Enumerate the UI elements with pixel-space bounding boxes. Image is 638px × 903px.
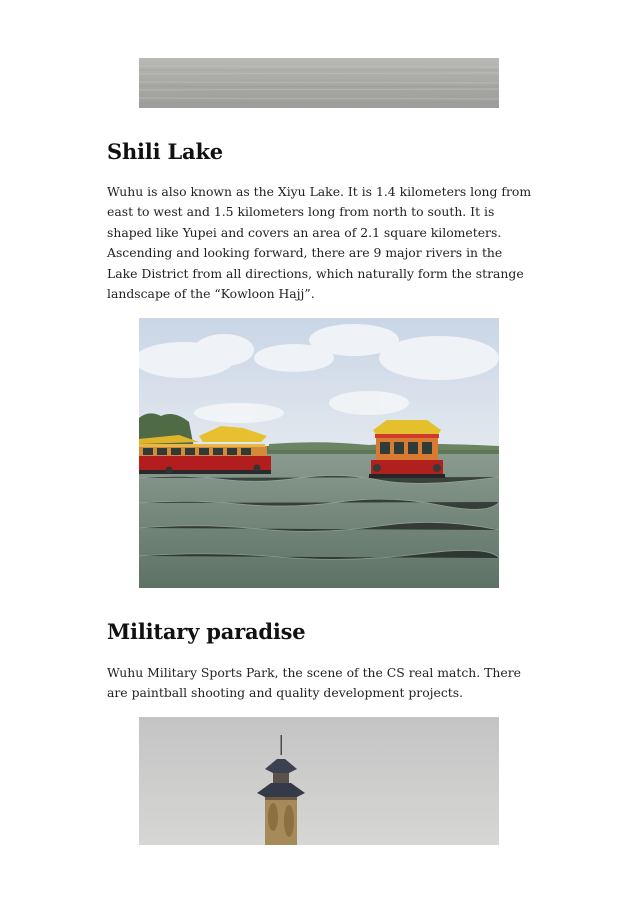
section-body-shili-lake: Wuhu is also known as the Xiyu Lake. It is 1.4 kilometers long from east to west and 1.5 kilometers long from north to south. It is shaped like Yupei and covers an area of 2.1 square kilometers. Ascending and looking forward, there are 9 major rivers in the Lake District from all directions, which naturally form the strange landscape of the “Kowloon Hajj”. xyxy=(107,184,532,302)
section-body-military-paradise: Wuhu Military Sports Park, the scene of the CS real match. There are paintball shooting and quality development projects. xyxy=(107,665,521,701)
section-heading-shili-lake: Shili Lake xyxy=(107,139,223,164)
lake-water-photo xyxy=(139,58,499,108)
section-heading-military-paradise: Military paradise xyxy=(107,619,306,644)
lake-boats-photo xyxy=(139,318,499,588)
pagoda-tower-photo xyxy=(139,717,499,845)
